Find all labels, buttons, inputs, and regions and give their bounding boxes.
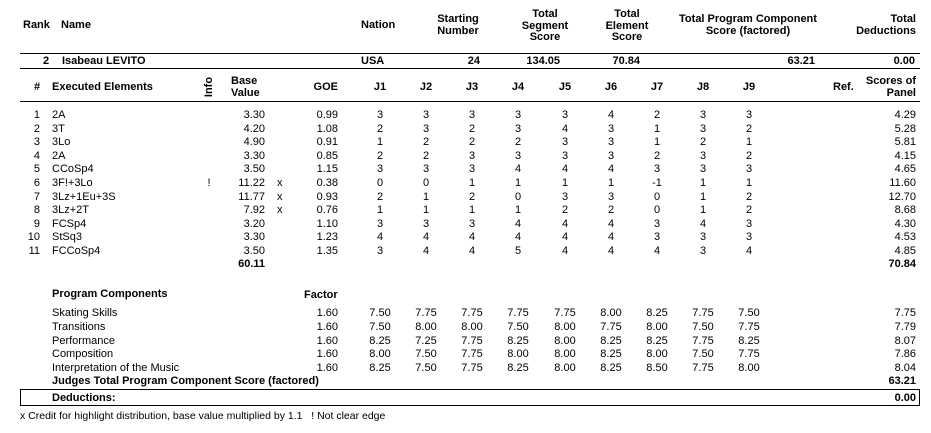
component-panel-score: 7.86 bbox=[894, 348, 916, 360]
element-base-value: 4.20 bbox=[243, 123, 265, 135]
element-judge-score: 1 bbox=[561, 177, 569, 189]
component-judge-score: 8.25 bbox=[738, 335, 760, 347]
element-code: FCSp4 bbox=[52, 218, 87, 230]
element-panel-score: 12.70 bbox=[888, 191, 916, 203]
element-judge-score: 4 bbox=[376, 231, 384, 243]
elements-panel-total: 70.84 bbox=[888, 258, 916, 270]
component-factor: 1.60 bbox=[316, 348, 338, 360]
component-name: Transitions bbox=[52, 321, 106, 333]
component-judge-score: 7.50 bbox=[415, 362, 437, 374]
component-judge-score: 8.25 bbox=[600, 348, 622, 360]
element-judge-score: 3 bbox=[376, 245, 384, 257]
element-judge-score: 2 bbox=[653, 150, 661, 162]
element-judge-score: 4 bbox=[468, 245, 476, 257]
starting-number-header: Starting Number bbox=[437, 13, 479, 37]
element-bonus-marker: x bbox=[277, 191, 283, 203]
component-judge-score: 8.25 bbox=[646, 335, 668, 347]
element-base-value: 3.30 bbox=[243, 150, 265, 162]
element-panel-score: 4.85 bbox=[894, 245, 916, 257]
element-judge-score: 1 bbox=[607, 177, 615, 189]
judge-header: J1 bbox=[373, 81, 387, 93]
element-judge-score: 2 bbox=[607, 204, 615, 216]
element-number: 11 bbox=[28, 245, 40, 257]
element-goe: 1.08 bbox=[316, 123, 338, 135]
element-judge-score: 3 bbox=[514, 109, 522, 121]
element-judge-score: 3 bbox=[422, 109, 430, 121]
judge-header: J4 bbox=[511, 81, 525, 93]
component-judge-score: 8.25 bbox=[646, 307, 668, 319]
element-judge-score: 1 bbox=[514, 204, 522, 216]
element-judge-score: 2 bbox=[376, 150, 384, 162]
element-judge-score: 3 bbox=[745, 163, 753, 175]
element-base-value: 3.20 bbox=[243, 218, 265, 230]
element-judge-score: 3 bbox=[468, 150, 476, 162]
component-judge-score: 8.00 bbox=[646, 348, 668, 360]
element-judge-score: 2 bbox=[422, 150, 430, 162]
element-judge-score: 2 bbox=[422, 136, 430, 148]
element-judge-score: 1 bbox=[376, 204, 384, 216]
element-base-value: 11.22 bbox=[238, 177, 265, 189]
element-judge-score: 2 bbox=[468, 123, 476, 135]
element-goe: 1.23 bbox=[316, 231, 338, 243]
element-number: 9 bbox=[33, 218, 40, 230]
element-judge-score: 2 bbox=[468, 136, 476, 148]
component-judge-score: 8.00 bbox=[369, 348, 391, 360]
element-base-value: 3.30 bbox=[243, 231, 265, 243]
element-judge-score: 4 bbox=[514, 163, 522, 175]
element-judge-score: 2 bbox=[653, 109, 661, 121]
component-judge-score: 7.50 bbox=[738, 307, 760, 319]
judge-header: J5 bbox=[558, 81, 572, 93]
element-judge-score: 2 bbox=[745, 150, 753, 162]
component-judge-score: 7.25 bbox=[415, 335, 437, 347]
element-judge-score: 3 bbox=[514, 150, 522, 162]
component-judge-score: 7.75 bbox=[461, 362, 483, 374]
element-judge-score: 1 bbox=[422, 204, 430, 216]
element-judge-score: 3 bbox=[699, 109, 707, 121]
component-name: Composition bbox=[52, 348, 114, 360]
element-number: 2 bbox=[33, 123, 40, 135]
component-judge-score: 8.25 bbox=[369, 362, 391, 374]
element-judge-score: 3 bbox=[745, 218, 753, 230]
element-judge-score: 4 bbox=[607, 245, 615, 257]
element-code: 3Lz+1Eu+3S bbox=[52, 191, 116, 203]
summary-ded: 0.00 bbox=[893, 55, 915, 67]
judge-header: J9 bbox=[742, 81, 756, 93]
element-panel-score: 4.53 bbox=[894, 231, 916, 243]
component-judge-score: 8.00 bbox=[554, 335, 576, 347]
element-judge-score: 2 bbox=[745, 123, 753, 135]
tss-header: Total Segment Score bbox=[521, 8, 569, 43]
component-judge-score: 7.50 bbox=[507, 321, 529, 333]
element-panel-score: 4.29 bbox=[894, 109, 916, 121]
judge-header: J6 bbox=[604, 81, 618, 93]
judge-header: J7 bbox=[650, 81, 664, 93]
element-code: CCoSp4 bbox=[52, 163, 94, 175]
element-judge-score: 4 bbox=[514, 231, 522, 243]
element-base-value: 11.77 bbox=[238, 191, 265, 203]
element-judge-score: 0 bbox=[653, 204, 661, 216]
element-judge-score: 1 bbox=[468, 177, 476, 189]
element-number: 3 bbox=[33, 136, 40, 148]
element-number: 1 bbox=[33, 109, 40, 121]
component-panel-score: 8.07 bbox=[894, 335, 916, 347]
tes-header: Total Element Score bbox=[605, 8, 649, 43]
element-judge-score: 1 bbox=[653, 136, 661, 148]
element-judge-score: 3 bbox=[376, 218, 384, 230]
element-code: StSq3 bbox=[52, 231, 82, 243]
element-code: 3Lo bbox=[52, 136, 71, 148]
component-judge-score: 8.00 bbox=[554, 321, 576, 333]
element-judge-score: 3 bbox=[607, 191, 615, 203]
element-goe: 1.15 bbox=[316, 163, 338, 175]
component-judge-score: 8.00 bbox=[600, 307, 622, 319]
element-judge-score: 0 bbox=[422, 177, 430, 189]
element-judge-score: 4 bbox=[607, 218, 615, 230]
element-number: 8 bbox=[33, 204, 40, 216]
element-judge-score: 2 bbox=[468, 191, 476, 203]
element-judge-score: 4 bbox=[422, 245, 430, 257]
component-judge-score: 8.00 bbox=[507, 348, 529, 360]
element-goe: 0.99 bbox=[316, 109, 338, 121]
element-number: 5 bbox=[33, 163, 40, 175]
component-judge-score: 7.75 bbox=[738, 321, 760, 333]
element-judge-score: 3 bbox=[699, 150, 707, 162]
element-judge-score: 3 bbox=[607, 150, 615, 162]
rank-header: Rank bbox=[23, 19, 50, 31]
deductions-value: 0.00 bbox=[894, 392, 916, 404]
component-panel-score: 7.79 bbox=[894, 321, 916, 333]
component-judge-score: 7.75 bbox=[554, 307, 576, 319]
element-judge-score: 3 bbox=[468, 163, 476, 175]
component-judge-score: 7.50 bbox=[692, 348, 714, 360]
info-header: Info bbox=[203, 76, 215, 98]
element-judge-score: 0 bbox=[514, 191, 522, 203]
component-factor: 1.60 bbox=[316, 307, 338, 319]
element-judge-score: 1 bbox=[422, 191, 430, 203]
component-judge-score: 7.50 bbox=[369, 321, 391, 333]
executed-elements-header: Executed Elements bbox=[52, 81, 153, 93]
element-base-value: 3.30 bbox=[243, 109, 265, 121]
component-judge-score: 7.75 bbox=[692, 362, 714, 374]
component-judge-score: 8.00 bbox=[415, 321, 437, 333]
element-panel-score: 4.30 bbox=[894, 218, 916, 230]
element-goe: 1.10 bbox=[316, 218, 338, 230]
element-panel-score: 4.65 bbox=[894, 163, 916, 175]
element-judge-score: 3 bbox=[422, 218, 430, 230]
element-judge-score: 3 bbox=[376, 109, 384, 121]
element-judge-score: 4 bbox=[607, 231, 615, 243]
element-judge-score: 3 bbox=[607, 136, 615, 148]
element-judge-score: 4 bbox=[745, 245, 753, 257]
element-judge-score: 5 bbox=[514, 245, 522, 257]
element-judge-score: 3 bbox=[699, 163, 707, 175]
ded-header: Total Deductions bbox=[856, 13, 916, 37]
elements-header-divider bbox=[20, 101, 920, 102]
component-panel-score: 8.04 bbox=[894, 362, 916, 374]
element-panel-score: 4.15 bbox=[894, 150, 916, 162]
pcs-total-value: 63.21 bbox=[888, 375, 916, 387]
summary-rank: 2 bbox=[43, 55, 50, 67]
element-judge-score: 3 bbox=[561, 136, 569, 148]
component-judge-score: 7.75 bbox=[415, 307, 437, 319]
element-code: 2A bbox=[52, 109, 66, 121]
element-judge-score: 4 bbox=[699, 218, 707, 230]
program-components-title: Program Components bbox=[52, 288, 168, 300]
component-judge-score: 7.75 bbox=[692, 307, 714, 319]
element-judge-score: 4 bbox=[422, 231, 430, 243]
component-judge-score: 7.75 bbox=[738, 348, 760, 360]
element-judge-score: 0 bbox=[376, 177, 384, 189]
element-judge-score: 4 bbox=[653, 245, 661, 257]
component-judge-score: 7.50 bbox=[415, 348, 437, 360]
summary-name: Isabeau LEVITO bbox=[62, 55, 146, 67]
element-code: 2A bbox=[52, 150, 66, 162]
element-number: 10 bbox=[27, 231, 40, 243]
component-name: Skating Skills bbox=[52, 307, 118, 319]
element-judge-score: 2 bbox=[376, 191, 384, 203]
element-judge-score: 3 bbox=[561, 191, 569, 203]
summary-divider bbox=[20, 53, 920, 54]
component-judge-score: 7.50 bbox=[369, 307, 391, 319]
elements-top-border bbox=[20, 68, 920, 69]
deductions-box bbox=[20, 389, 920, 406]
component-judge-score: 8.25 bbox=[369, 335, 391, 347]
element-base-value: 3.50 bbox=[243, 245, 265, 257]
component-judge-score: 7.75 bbox=[507, 307, 529, 319]
element-judge-score: 3 bbox=[468, 218, 476, 230]
element-judge-score: 2 bbox=[745, 204, 753, 216]
component-judge-score: 7.75 bbox=[461, 307, 483, 319]
element-judge-score: 3 bbox=[745, 109, 753, 121]
component-judge-score: 8.00 bbox=[554, 362, 576, 374]
element-judge-score: 1 bbox=[653, 123, 661, 135]
element-judge-score: 3 bbox=[468, 109, 476, 121]
component-judge-score: 7.75 bbox=[461, 335, 483, 347]
element-panel-score: 5.28 bbox=[894, 123, 916, 135]
summary-tss: 134.05 bbox=[526, 55, 560, 67]
element-base-value: 4.90 bbox=[243, 136, 265, 148]
element-number: 6 bbox=[33, 177, 40, 189]
component-judge-score: 8.25 bbox=[507, 335, 529, 347]
component-judge-score: 7.75 bbox=[600, 321, 622, 333]
element-judge-score: 1 bbox=[699, 191, 707, 203]
component-judge-score: 7.50 bbox=[692, 321, 714, 333]
element-judge-score: 2 bbox=[376, 123, 384, 135]
base-value-header: Base Value bbox=[231, 75, 260, 99]
judge-header: J2 bbox=[419, 81, 433, 93]
element-base-value: 7.92 bbox=[243, 204, 265, 216]
component-judge-score: 8.00 bbox=[738, 362, 760, 374]
component-factor: 1.60 bbox=[316, 321, 338, 333]
deductions-label: Deductions: bbox=[52, 392, 116, 404]
element-judge-score: 1 bbox=[699, 177, 707, 189]
component-judge-score: 8.00 bbox=[554, 348, 576, 360]
element-judge-score: 1 bbox=[699, 204, 707, 216]
footnote: x Credit for highlight distribution, base value multiplied by 1.1 ! Not clear edge bbox=[20, 410, 386, 422]
element-judge-score: 3 bbox=[699, 123, 707, 135]
element-judge-score: 3 bbox=[514, 123, 522, 135]
element-judge-score: 3 bbox=[422, 163, 430, 175]
judge-header: J8 bbox=[696, 81, 710, 93]
name-header: Name bbox=[61, 19, 91, 31]
component-judge-score: 8.50 bbox=[646, 362, 668, 374]
element-judge-score: 4 bbox=[561, 123, 569, 135]
component-name: Performance bbox=[52, 335, 115, 347]
element-judge-score: 3 bbox=[607, 123, 615, 135]
element-judge-score: 4 bbox=[468, 231, 476, 243]
nation-header: Nation bbox=[361, 19, 396, 31]
element-panel-score: 8.68 bbox=[894, 204, 916, 216]
element-judge-score: 4 bbox=[607, 109, 615, 121]
judge-header: J3 bbox=[465, 81, 479, 93]
summary-nation: USA bbox=[361, 55, 385, 67]
component-factor: 1.60 bbox=[316, 335, 338, 347]
element-judge-score: 3 bbox=[422, 123, 430, 135]
element-goe: 0.38 bbox=[316, 177, 338, 189]
element-number: 7 bbox=[33, 191, 40, 203]
element-judge-score: 4 bbox=[561, 245, 569, 257]
element-code: 3T bbox=[52, 123, 65, 135]
num-header: # bbox=[34, 81, 41, 93]
element-number: 4 bbox=[33, 150, 40, 162]
element-judge-score: 1 bbox=[376, 136, 384, 148]
element-code: FCCoSp4 bbox=[52, 245, 101, 257]
element-judge-score: 1 bbox=[468, 204, 476, 216]
element-goe: 0.91 bbox=[316, 136, 338, 148]
element-goe: 0.93 bbox=[316, 191, 338, 203]
element-base-value: 3.50 bbox=[243, 163, 265, 175]
component-judge-score: 8.00 bbox=[461, 321, 483, 333]
element-panel-score: 5.81 bbox=[894, 136, 916, 148]
element-judge-score: 3 bbox=[699, 245, 707, 257]
element-judge-score: 3 bbox=[561, 109, 569, 121]
element-bonus-marker: x bbox=[277, 177, 283, 189]
panel-header: Scores of Panel bbox=[865, 75, 916, 99]
summary-tes: 70.84 bbox=[612, 55, 640, 67]
element-judge-score: 3 bbox=[699, 231, 707, 243]
element-judge-score: 4 bbox=[561, 231, 569, 243]
element-judge-score: -1 bbox=[652, 177, 662, 189]
element-judge-score: 3 bbox=[653, 231, 661, 243]
element-judge-score: 1 bbox=[745, 177, 753, 189]
pcs-total-label: Judges Total Program Component Score (factored) bbox=[52, 375, 319, 387]
element-bonus-marker: x bbox=[277, 204, 283, 216]
element-judge-score: 3 bbox=[745, 231, 753, 243]
element-judge-score: 2 bbox=[745, 191, 753, 203]
element-judge-score: 1 bbox=[514, 177, 522, 189]
summary-pcs: 63.21 bbox=[787, 55, 815, 67]
component-judge-score: 7.75 bbox=[461, 348, 483, 360]
element-judge-score: 4 bbox=[561, 163, 569, 175]
element-judge-score: 2 bbox=[699, 136, 707, 148]
component-judge-score: 8.25 bbox=[600, 362, 622, 374]
base-value-total: 60.11 bbox=[238, 258, 265, 270]
component-judge-score: 8.00 bbox=[646, 321, 668, 333]
element-judge-score: 4 bbox=[561, 218, 569, 230]
component-name: Interpretation of the Music bbox=[52, 362, 180, 374]
element-goe: 0.85 bbox=[316, 150, 338, 162]
element-judge-score: 3 bbox=[561, 150, 569, 162]
element-judge-score: 3 bbox=[653, 218, 661, 230]
goe-header: GOE bbox=[313, 81, 338, 93]
pcs-header: Total Program Component Score (factored) bbox=[679, 13, 817, 37]
element-judge-score: 2 bbox=[514, 136, 522, 148]
element-judge-score: 4 bbox=[607, 163, 615, 175]
element-judge-score: 3 bbox=[376, 163, 384, 175]
element-code: 3F!+3Lo bbox=[52, 177, 93, 189]
element-judge-score: 4 bbox=[514, 218, 522, 230]
component-judge-score: 8.25 bbox=[600, 335, 622, 347]
element-panel-score: 11.60 bbox=[889, 177, 916, 189]
ref-header: Ref. bbox=[833, 81, 854, 93]
summary-starting-number: 24 bbox=[467, 55, 480, 67]
component-judge-score: 7.75 bbox=[692, 335, 714, 347]
element-judge-score: 2 bbox=[561, 204, 569, 216]
element-goe: 0.76 bbox=[316, 204, 338, 216]
component-judge-score: 8.25 bbox=[507, 362, 529, 374]
element-code: 3Lz+2T bbox=[52, 204, 89, 216]
element-goe: 1.35 bbox=[316, 245, 338, 257]
component-panel-score: 7.75 bbox=[894, 307, 916, 319]
element-judge-score: 1 bbox=[745, 136, 753, 148]
factor-header: Factor bbox=[304, 289, 338, 301]
element-judge-score: 0 bbox=[653, 191, 661, 203]
component-factor: 1.60 bbox=[316, 362, 338, 374]
element-judge-score: 3 bbox=[653, 163, 661, 175]
element-info: ! bbox=[207, 177, 211, 189]
